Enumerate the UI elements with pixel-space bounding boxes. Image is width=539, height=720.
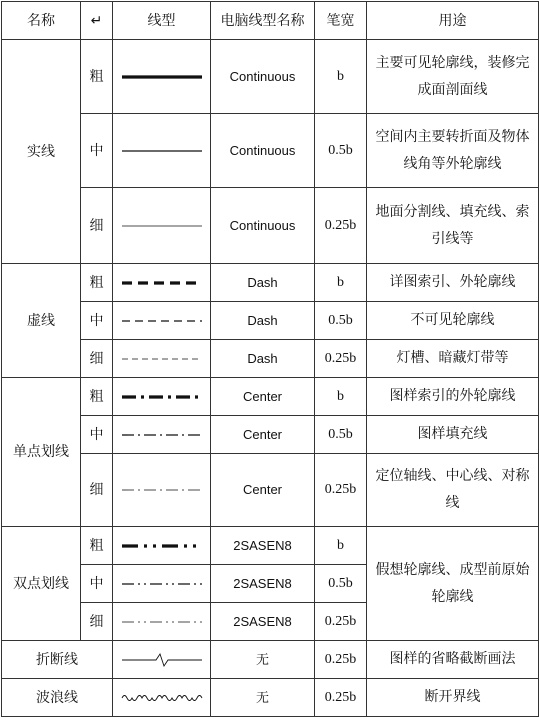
break-line-stroke xyxy=(122,654,202,666)
pen-width: 0.25b xyxy=(315,641,367,679)
header-row xyxy=(2,2,539,40)
thickness-label: 细 xyxy=(81,454,113,527)
group-name: 双点划线 xyxy=(2,527,81,641)
line-sample xyxy=(113,416,211,454)
computer-name: Continuous xyxy=(211,188,315,264)
line-sample-svg xyxy=(120,616,204,628)
pen-width: b xyxy=(315,264,367,302)
table-row xyxy=(2,302,539,340)
table-row xyxy=(2,40,539,114)
computer-name: Dash xyxy=(211,264,315,302)
line-sample xyxy=(113,454,211,527)
computer-name: 无 xyxy=(211,679,315,717)
use-description: 断开界线 xyxy=(367,679,539,717)
table-row xyxy=(2,641,539,679)
line-sample xyxy=(113,679,211,717)
use-description: 图样填充线 xyxy=(367,416,539,454)
use-description: 灯槽、暗藏灯带等 xyxy=(367,340,539,378)
pen-width: 0.5b xyxy=(315,114,367,188)
use-description: 空间内主要转折面及物体线角等外轮廓线 xyxy=(367,114,539,188)
line-sample-svg xyxy=(120,145,204,157)
line-sample-svg xyxy=(120,653,204,667)
use-description: 假想轮廓线、成型前原始轮廓线 xyxy=(367,527,539,641)
use-description: 不可见轮廓线 xyxy=(367,302,539,340)
line-sample-svg xyxy=(120,540,204,552)
pen-width: b xyxy=(315,527,367,565)
thickness-label: 粗 xyxy=(81,40,113,114)
table-row xyxy=(2,188,539,264)
thickness-label: 中 xyxy=(81,114,113,188)
line-sample xyxy=(113,527,211,565)
pen-width: 0.25b xyxy=(315,679,367,717)
pen-width: 0.25b xyxy=(315,340,367,378)
pen-width: 0.25b xyxy=(315,454,367,527)
line-sample xyxy=(113,378,211,416)
group-name: 波浪线 xyxy=(2,679,113,717)
line-sample-svg xyxy=(120,277,204,289)
wave-line-stroke xyxy=(122,695,202,700)
use-description: 定位轴线、中心线、对称线 xyxy=(367,454,539,527)
line-sample xyxy=(113,641,211,679)
line-sample xyxy=(113,302,211,340)
thickness-label: 细 xyxy=(81,340,113,378)
use-description: 图样的省略截断画法 xyxy=(367,641,539,679)
table-row xyxy=(2,527,539,565)
use-description: 地面分割线、填充线、索引线等 xyxy=(367,188,539,264)
use-description: 详图索引、外轮廓线 xyxy=(367,264,539,302)
thickness-label: 细 xyxy=(81,603,113,641)
pen-width: 0.25b xyxy=(315,603,367,641)
line-type-table xyxy=(1,1,539,717)
computer-name: Center xyxy=(211,416,315,454)
line-sample-svg xyxy=(120,578,204,590)
computer-name: 无 xyxy=(211,641,315,679)
thickness-label: 细 xyxy=(81,188,113,264)
computer-name: Continuous xyxy=(211,40,315,114)
thickness-label: 中 xyxy=(81,302,113,340)
computer-name: 2SASEN8 xyxy=(211,603,315,641)
computer-name: 2SASEN8 xyxy=(211,527,315,565)
line-sample-svg xyxy=(120,71,204,83)
header-computer-name: 电脑线型名称 xyxy=(211,2,315,40)
pen-width: 0.5b xyxy=(315,302,367,340)
use-description: 图样索引的外轮廓线 xyxy=(367,378,539,416)
line-sample xyxy=(113,340,211,378)
table-row xyxy=(2,378,539,416)
table-row xyxy=(2,679,539,717)
group-name: 单点划线 xyxy=(2,378,81,527)
header-width: 笔宽 xyxy=(315,2,367,40)
line-sample-svg xyxy=(120,484,204,496)
line-sample-svg xyxy=(120,353,204,365)
line-sample xyxy=(113,114,211,188)
computer-name: Center xyxy=(211,454,315,527)
line-sample-svg xyxy=(120,315,204,327)
line-sample-svg xyxy=(120,220,204,232)
pen-width: 0.25b xyxy=(315,188,367,264)
table-row xyxy=(2,416,539,454)
table-row xyxy=(2,114,539,188)
group-name: 虚线 xyxy=(2,264,81,378)
thickness-label: 粗 xyxy=(81,378,113,416)
use-description: 主要可见轮廓线，装修完成面剖面线 xyxy=(367,40,539,114)
pen-width: b xyxy=(315,378,367,416)
computer-name: Dash xyxy=(211,340,315,378)
line-sample xyxy=(113,188,211,264)
group-name: 实线 xyxy=(2,40,81,264)
table-row xyxy=(2,454,539,527)
pen-width: 0.5b xyxy=(315,416,367,454)
table-row xyxy=(2,340,539,378)
line-sample-svg xyxy=(120,429,204,441)
thickness-label: 中 xyxy=(81,416,113,454)
thickness-label: 粗 xyxy=(81,527,113,565)
computer-name: Continuous xyxy=(211,114,315,188)
thickness-label: 中 xyxy=(81,565,113,603)
computer-name: 2SASEN8 xyxy=(211,565,315,603)
table-row xyxy=(2,264,539,302)
line-sample-svg xyxy=(120,691,204,705)
line-sample xyxy=(113,40,211,114)
thickness-label: 粗 xyxy=(81,264,113,302)
header-mark: ↵ xyxy=(81,2,113,40)
pen-width: 0.5b xyxy=(315,565,367,603)
group-name: 折断线 xyxy=(2,641,113,679)
header-line-type: 线型 xyxy=(113,2,211,40)
computer-name: Dash xyxy=(211,302,315,340)
pen-width: b xyxy=(315,40,367,114)
line-sample xyxy=(113,603,211,641)
line-sample xyxy=(113,565,211,603)
header-name: 名称 xyxy=(2,2,81,40)
line-sample xyxy=(113,264,211,302)
computer-name: Center xyxy=(211,378,315,416)
line-sample-svg xyxy=(120,391,204,403)
header-use: 用途 xyxy=(367,2,539,40)
